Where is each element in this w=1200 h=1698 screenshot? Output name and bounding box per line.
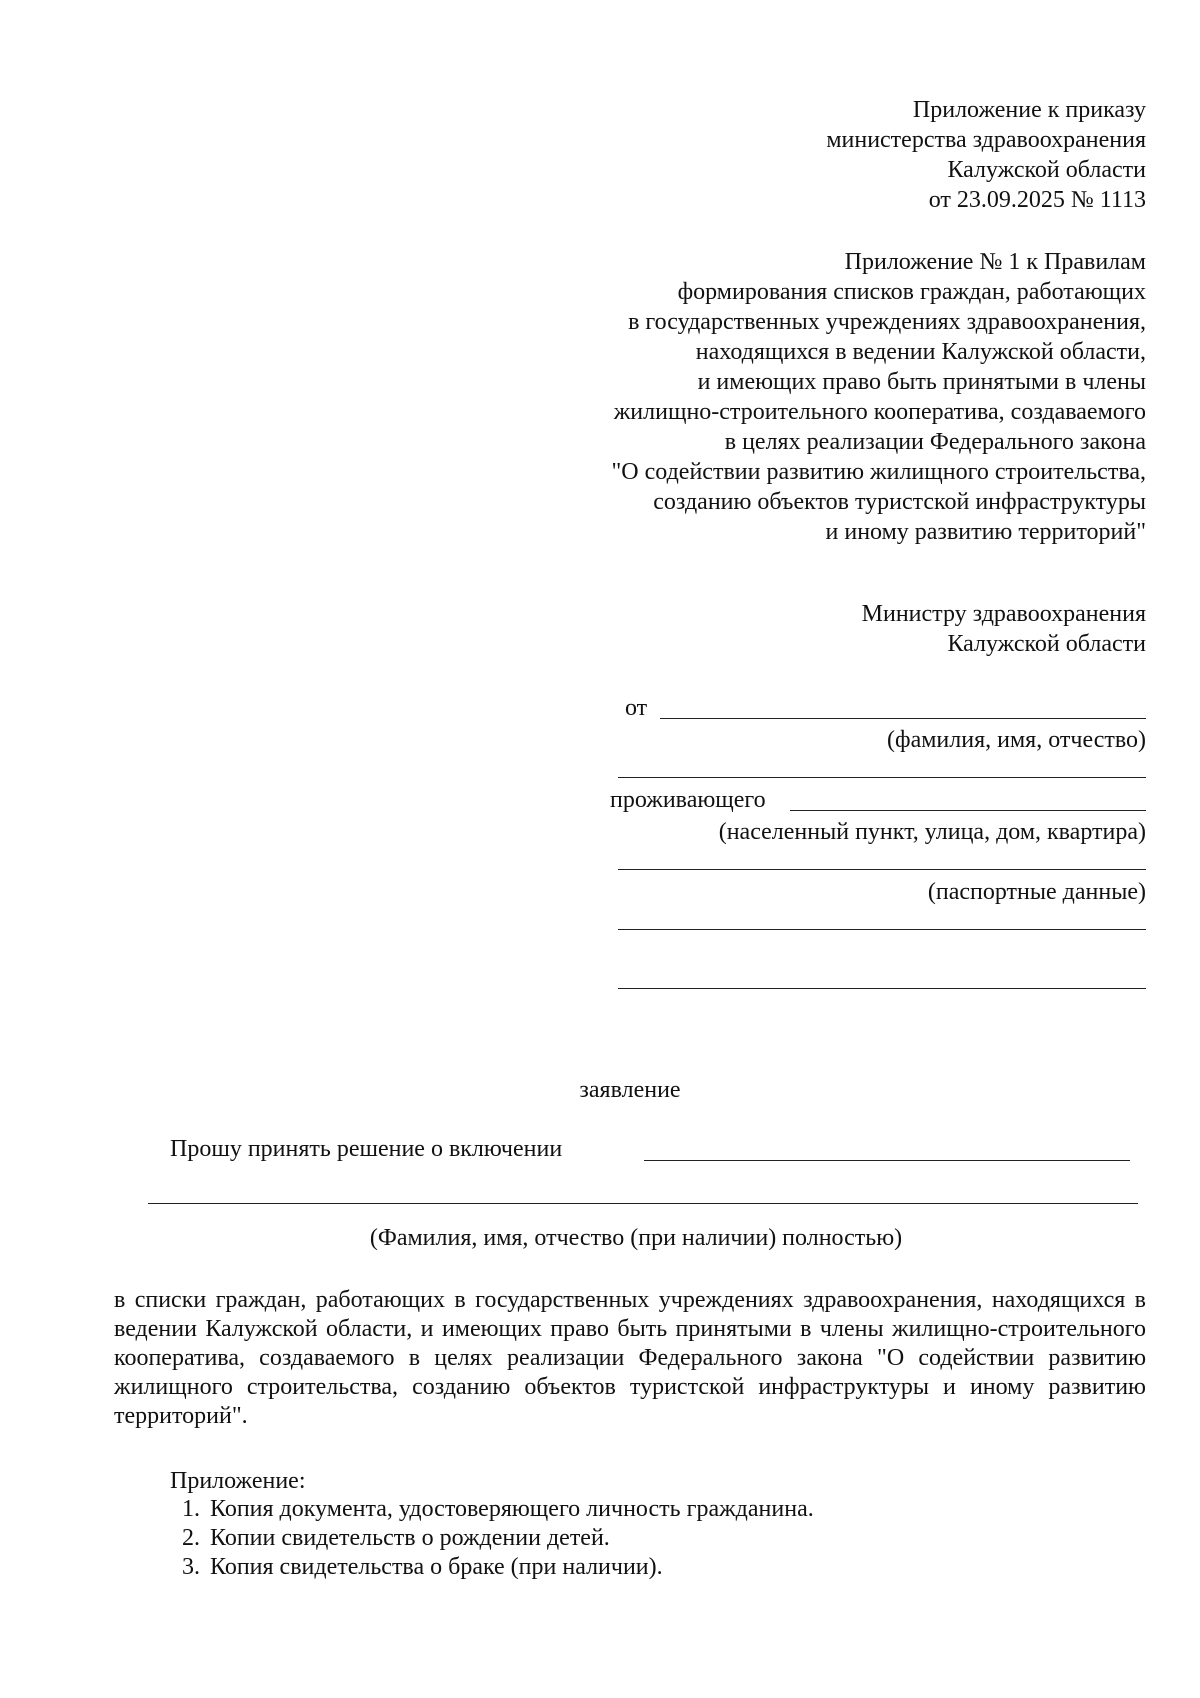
statement-title: заявление (579, 1077, 681, 1103)
fio-extra-line[interactable] (618, 777, 1146, 778)
from-label: от (625, 695, 648, 721)
header-line: и имеющих право быть принятыми в члены (697, 369, 1146, 395)
name-full-line[interactable] (148, 1203, 1138, 1204)
rules-appendix-header (612, 247, 1147, 547)
header-line: Приложение № 1 к Правилам (844, 249, 1146, 275)
name-field-line[interactable] (644, 1160, 1130, 1161)
list-item: 3. Копия свидетельства о браке (при наличии). (206, 1553, 814, 1582)
order-appendix-header (826, 95, 1146, 215)
list-item: 2. Копии свидетельств о рождении детей. (206, 1524, 814, 1553)
header-line: Приложение к приказу (912, 97, 1146, 123)
address-caption: (населенный пункт, улица, дом, квартира) (718, 819, 1146, 845)
header-line: созданию объектов туристской инфраструктуры (653, 489, 1146, 515)
passport-field-line[interactable] (618, 869, 1146, 870)
list-item: 1. Копия документа, удостоверяющего личность гражданина. (206, 1495, 814, 1524)
name-caption: (Фамилия, имя, отчество (при наличии) полностью) (369, 1225, 903, 1251)
address-field-line[interactable] (790, 810, 1146, 811)
statement-body: в списки граждан, работающих в государственных учреждениях здравоохранения, находящихся в ведении Калужской области, и имеющих право быть принятыми в члены жилищно-строительного кооператива, создаваемого в целях реализации Федерального закона "О содействии развитию жилищного строительства, созданию объектов туристской инфраструктуры и иному развитию территорий". (114, 1287, 1146, 1429)
addressee-line: Министру здравоохранения (861, 601, 1146, 627)
header-line: Калужской области (947, 157, 1146, 183)
header-line: находящихся в ведении Калужской области, (695, 339, 1146, 365)
header-line: формирования списков граждан, работающих (677, 279, 1146, 305)
addressee-block (862, 599, 1146, 659)
request-text: Прошу принять решение о включении (170, 1136, 563, 1162)
attachments-title: Приложение: (170, 1468, 306, 1494)
header-line: жилищно-строительного кооператива, создаваемого (613, 399, 1146, 425)
residing-label: проживающего (610, 787, 766, 813)
extra-field-line-1[interactable] (618, 929, 1146, 930)
extra-field-line-2[interactable] (618, 988, 1146, 989)
header-line: в государственных учреждениях здравоохранения, (628, 309, 1146, 335)
attachments-list (170, 1495, 814, 1582)
header-line: и иному развитию территорий" (825, 519, 1146, 545)
passport-caption: (паспортные данные) (927, 879, 1146, 905)
header-line: от 23.09.2025 № 1113 (928, 187, 1146, 213)
fio-caption: (фамилия, имя, отчество) (887, 727, 1146, 753)
addressee-line: Калужской области (947, 631, 1146, 657)
fio-field-line[interactable] (660, 718, 1146, 719)
header-line: в целях реализации Федерального закона (724, 429, 1146, 455)
header-line: "О содействии развитию жилищного строительства, (611, 459, 1146, 485)
header-line: министерства здравоохранения (826, 127, 1146, 153)
